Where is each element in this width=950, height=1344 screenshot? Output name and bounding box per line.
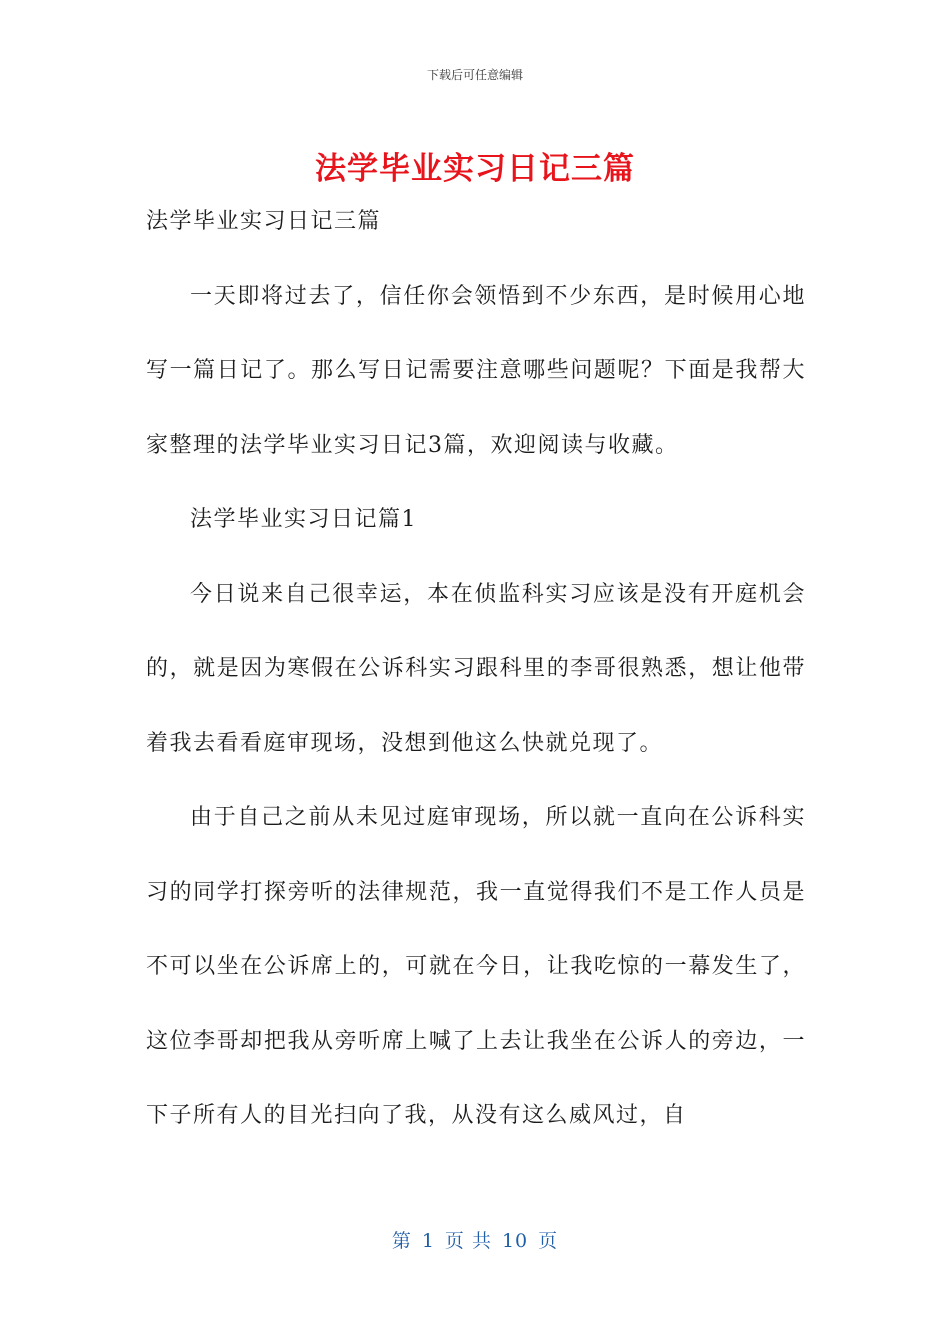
document-title: 法学毕业实习日记三篇 (315, 151, 635, 187)
header-note: 下载后可任意编辑 (426, 68, 523, 82)
body-paragraph: 由于自己之前从未见过庭审现场，所以就一直向在公诉科实习的同学打探旁听的法律规范，我一直觉得我们不是工作人员是不可以坐在公诉席上的，可就在今日，让我吃惊的一幕发生了，这位李哥却把我从旁听席上喊了上去让我坐在公诉人的旁边，一下子所有人的目光扫向了我，从没有这么威风过，自 (146, 805, 806, 1128)
footer-prefix: 第 (391, 1230, 412, 1252)
footer-middle: 页 共 (444, 1230, 492, 1252)
current-page-number: 1 (421, 1230, 435, 1252)
body-paragraph: 今日说来自己很幸运，本在侦监科实习应该是没有开庭机会的，就是因为寒假在公诉科实习跟科里的李哥很熟悉，想让他带着我去看看庭审现场，没想到他这么快就兑现了。 (146, 581, 806, 756)
document-body (146, 185, 806, 1154)
section-heading: 法学毕业实习日记篇1 (190, 507, 417, 532)
page-footer (0, 1226, 950, 1253)
footer-suffix: 页 (538, 1230, 559, 1252)
total-pages-number: 10 (501, 1230, 529, 1252)
intro-paragraph: 一天即将过去了，信任你会领悟到不少东西，是时候用心地写一篇日记了。那么写日记需要注意哪些问题呢？下面是我帮大家整理的法学毕业实习日记3篇，欢迎阅读与收藏。 (146, 283, 806, 458)
subtitle-paragraph: 法学毕业实习日记三篇 (146, 209, 382, 234)
